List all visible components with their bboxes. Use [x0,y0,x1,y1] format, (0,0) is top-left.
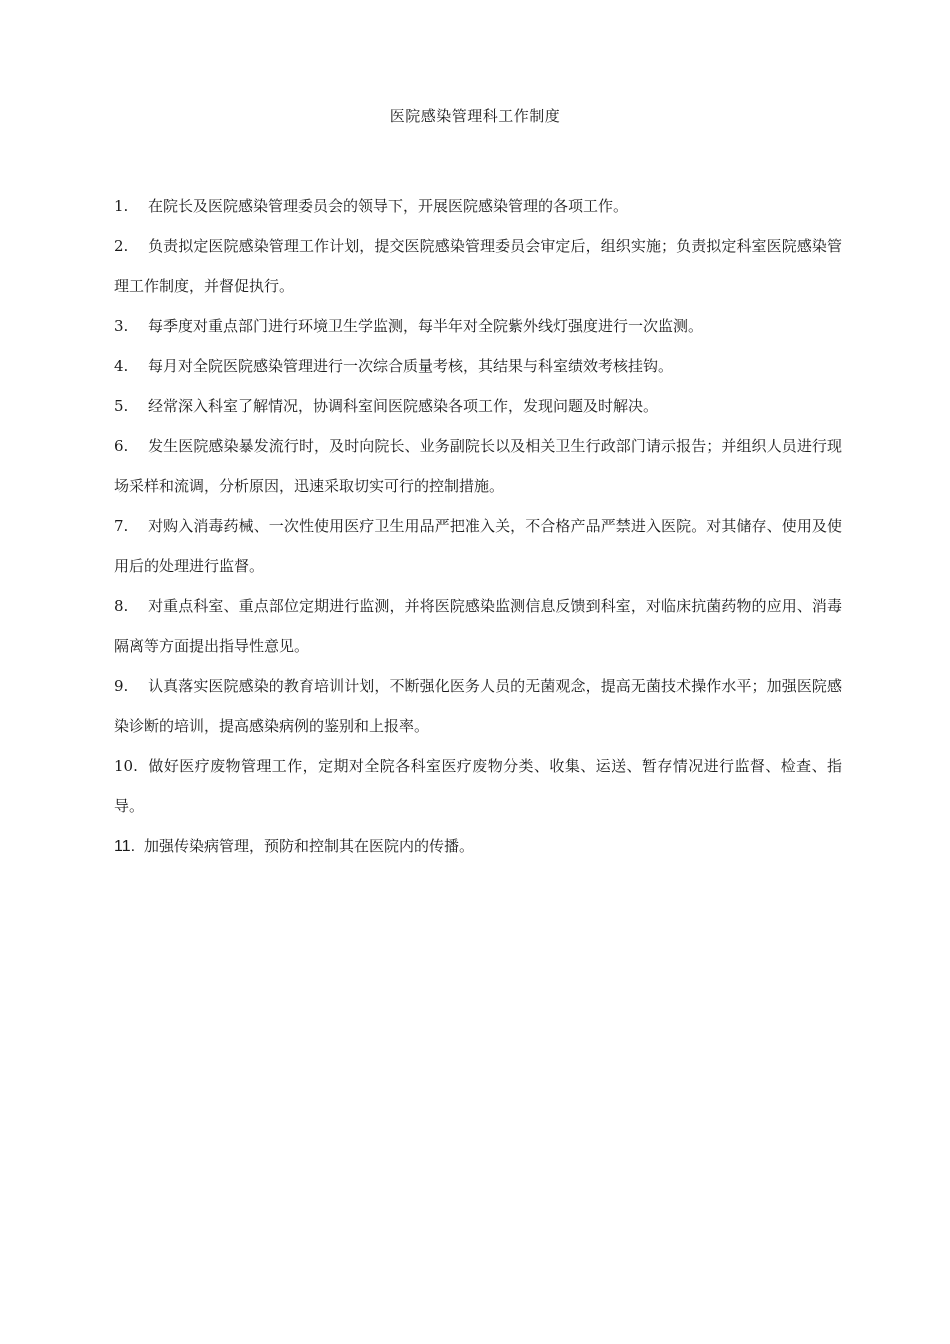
item-number: 1. [114,197,129,215]
item-text: 做好医疗废物管理工作，定期对全院各科室医疗废物分类、收集、运送、暂存情况进行监督、检查、指导。 [114,757,842,815]
item-text: 负责拟定医院感染管理工作计划，提交医院感染管理委员会审定后，组织实施；负责拟定科室医院感染管理工作制度，并督促执行。 [114,237,842,295]
item-number: 5. [114,397,129,415]
list-item [114,186,842,226]
item-text: 加强传染病管理，预防和控制其在医院内的传播。 [144,837,475,855]
item-number: 11. [114,838,136,855]
document-title: 医院感染管理科工作制度 [389,107,561,125]
item-number: 2. [114,237,129,255]
regulation-list [114,186,842,867]
item-number: 3. [114,317,129,335]
item-text: 在院长及医院感染管理委员会的领导下，开展医院感染管理的各项工作。 [148,197,629,215]
item-text: 对重点科室、重点部位定期进行监测，并将医院感染监测信息反馈到科室，对临床抗菌药物的应用、消毒隔离等方面提出指导性意见。 [114,597,842,655]
item-text: 经常深入科室了解情况，协调科室间医院感染各项工作，发现问题及时解决。 [148,397,659,415]
item-text: 发生医院感染暴发流行时，及时向院长、业务副院长以及相关卫生行政部门请示报告；并组织人员进行现场采样和流调，分析原因，迅速采取切实可行的控制措施。 [114,437,842,495]
list-item [114,826,842,867]
item-number: 10. [114,757,138,775]
item-number: 8. [114,597,129,615]
item-number: 4. [114,357,129,375]
list-item [114,386,842,426]
list-item [114,346,842,386]
item-text: 对购入消毒药械、一次性使用医疗卫生用品严把准入关，不合格产品严禁进入医院。对其储存、使用及使用后的处理进行监督。 [114,517,842,575]
list-item [114,666,842,746]
list-item [114,306,842,346]
item-number: 9. [114,677,129,695]
list-item [114,586,842,666]
list-item [114,426,842,506]
item-number: 6. [114,437,129,455]
item-text: 认真落实医院感染的教育培训计划，不断强化医务人员的无菌观念，提高无菌技术操作水平；加强医院感染诊断的培训，提高感染病例的鉴别和上报率。 [114,677,842,735]
list-item [114,226,842,306]
list-item [114,506,842,586]
list-item [114,746,842,826]
item-number: 7. [114,517,129,535]
item-text: 每季度对重点部门进行环境卫生学监测，每半年对全院紫外线灯强度进行一次监测。 [148,317,704,335]
item-text: 每月对全院医院感染管理进行一次综合质量考核，其结果与科室绩效考核挂钩。 [148,357,674,375]
